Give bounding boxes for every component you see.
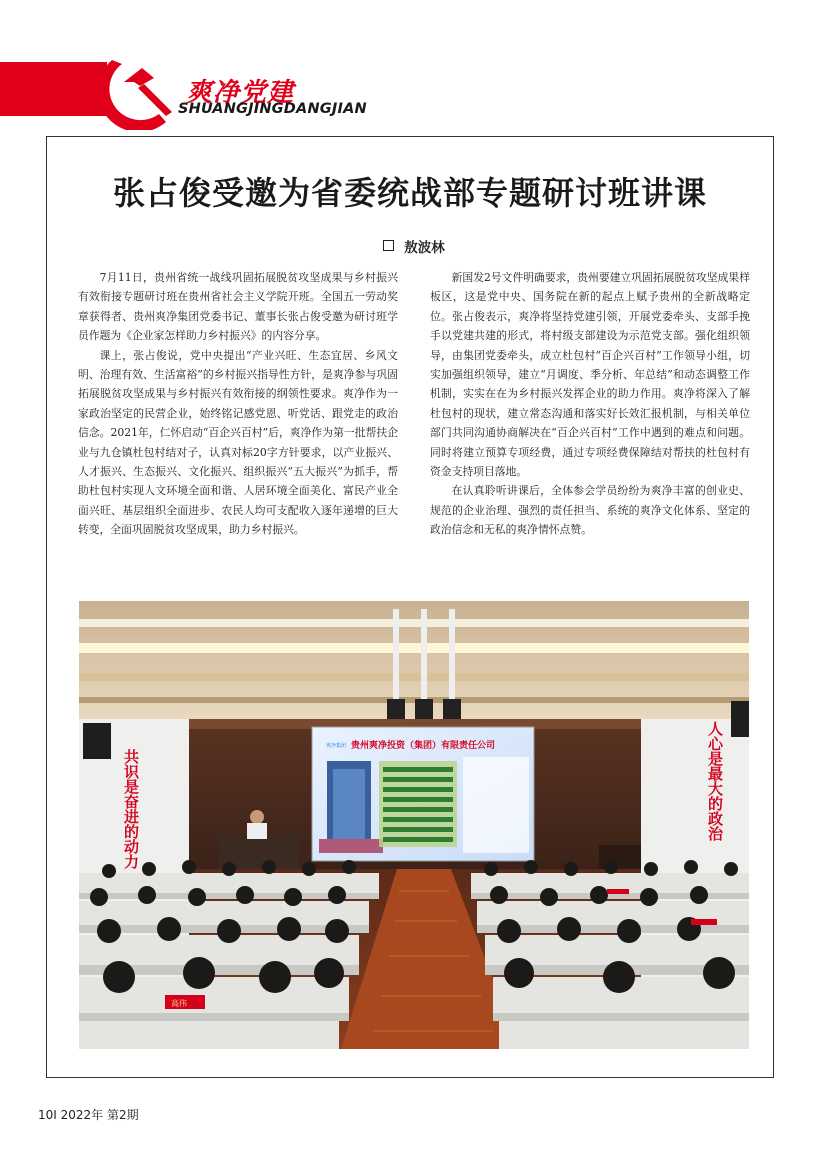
author-box-icon [383,240,394,251]
page-number: 10 [38,1108,54,1122]
right-banner [706,721,724,842]
paragraph: 在认真聆听讲课后，全体参会学员纷纷为爽净丰富的创业史、规范的企业治理、强烈的责任担当、系统的爽净文化体系、坚定的政治信念和无私的爽净情怀点赞。 [430,484,750,537]
column-title: 爽净党建 [186,78,295,108]
header-red-band [0,62,107,116]
lecture-hall-photo [79,601,749,1049]
screen-title: 贵州爽净投资（集团）有限责任公司 [350,741,496,751]
text-column-left [78,268,398,540]
paragraph: 7月11日，贵州省统一战线巩固拓展脱贫攻坚成果与乡村振兴有效衔接专题研讨班在贵州省社会主义学院开班。全国五一劳动奖章获得者、贵州爽净集团党委书记、董事长张占俊受邀为研讨班学员作题为《企业家怎样助力乡村振兴》的内容分享。 [78,271,398,343]
screen-logo: 爽净集团 [326,743,347,749]
left-banner [122,749,140,870]
paragraph: 新国发2号文件明确要求，贵州要建立巩固拓展脱贫攻坚成果样板区，这是党中央、国务院在新的起点上赋予贵州的全新战略定位。张占俊表示，爽净将坚持党建引领，开展党委牵头、支部手挽手以党建共建的形式，将村级支部建设为示范党支部。强化组织领导，由集团党委牵头，成立杜包村“百企兴百村”工作领导小组，切实加强组织领导，建立“月调度、季分析、年总结”和动态调整工作机制，实实在在为乡村振兴发挥企业的助力作用。爽净将深入了解杜包村的现状，建立常态沟通和落实好长效汇报机制，与相关单位部门共同沟通协商解决在“百企兴百村”工作中遇到的难点和问题。同时将建立预算专项经费，通过专项经费保障结对帮扶的杜包村有资金支持项目落地。 [430,271,750,479]
left-banner-text: 共识是奋进的动力 [122,749,140,869]
lecture-hall-illustration [79,601,749,1049]
page-footer [38,1106,139,1123]
paragraph: 课上，张占俊说，党中央提出“产业兴旺、生态宜居、乡风文明、治理有效、生活富裕”的乡村振兴指导性方针，是爽净参与巩固拓展脱贫攻坚成果与乡村振兴有效衔接的纲领性要求。爽净作为一家政治坚定的民营企业，始终铭记感党恩、听党话、跟党走的政治信念。2021年，仁怀启动“百企兴百村”后，爽净作为第一批帮扶企业与九仓镇杜包村结对子，认真对标20字方针要求，以产业振兴、人才振兴、生态振兴、文化振兴、组织振兴“五大振兴”为抓手，帮助杜包村实现人文环境全面和谐、人居环境全面美化、富民产业全面兴旺、基层组织全面进步、农民人均可支配收入逐年递增的巨大转变，全面巩固脱贫攻坚成果，助力乡村振兴。 [78,348,398,537]
column-pinyin: SHUANGJINGDANGJIAN [178,101,367,117]
article-title: 张占俊受邀为省委统战部专题研讨班讲课 [112,174,707,212]
sash-text: 高伟 [171,999,187,1008]
article-author [0,236,828,256]
party-emblem-icon [104,52,184,130]
footer-separator: I [53,1108,61,1122]
text-column-right [430,268,750,540]
issue-label: 2022年 第2期 [60,1108,139,1122]
author-name: 敖波林 [404,240,445,256]
right-banner-text: 人心是最大的政治 [706,721,724,841]
